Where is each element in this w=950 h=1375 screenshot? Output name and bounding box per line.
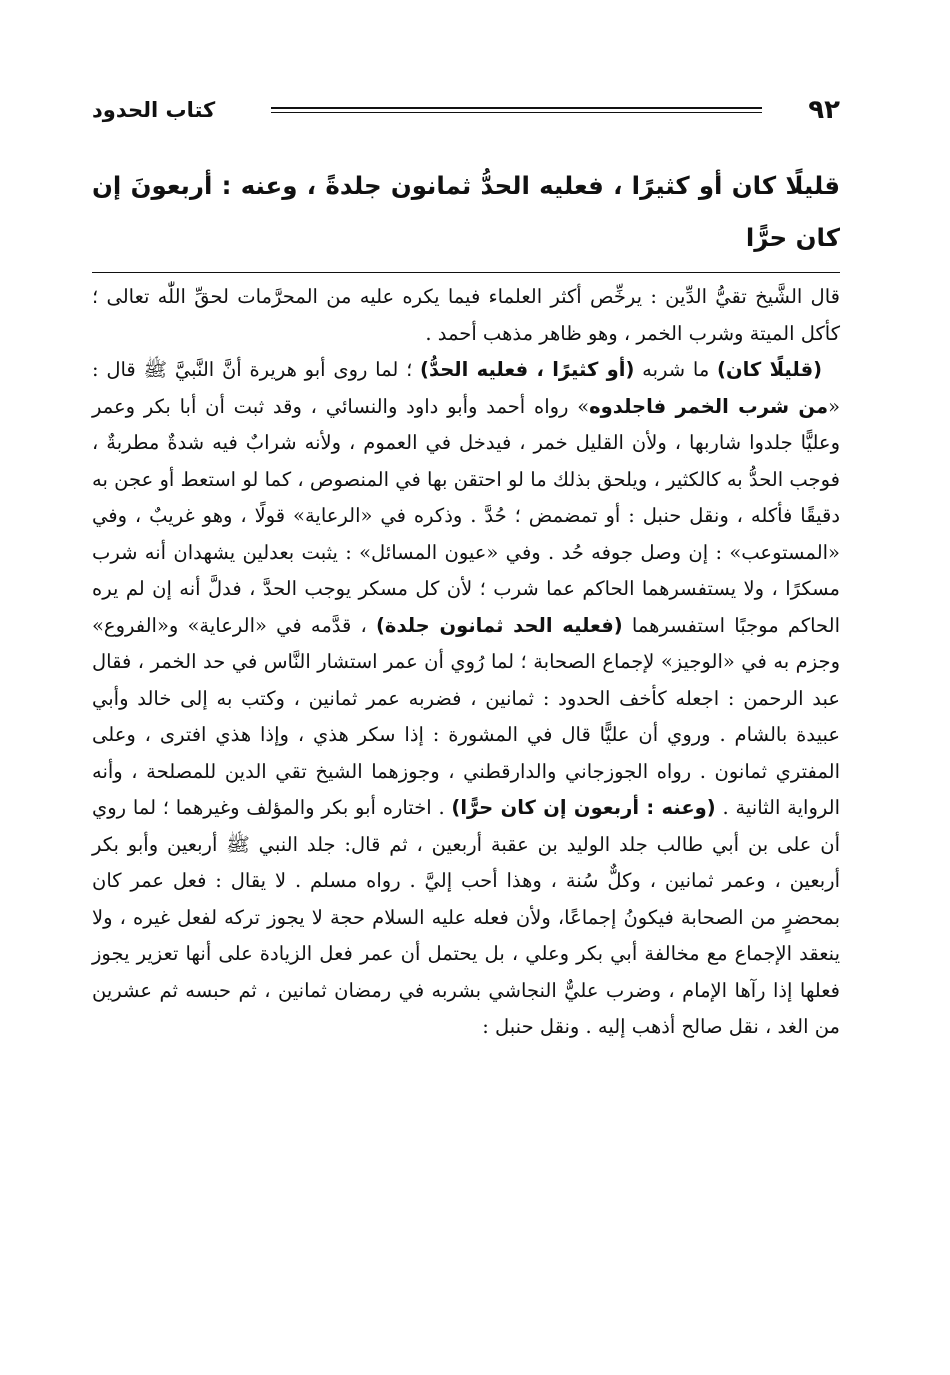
matn-separator-rule — [92, 272, 840, 273]
text-segment: » رواه أحمد وأبو داود والنسائي ، وقد ثبت أن أبا بكر وعمر وعليًّا جلدوا شاربها ، ولأن القليل خمر ، فيدخل في العموم ، ولأنه شرابٌ فيه شدةٌ مطربةٌ ، فوجب الحدُّ به كالكثير ، ويلحق بذلك ما لو احتقن بها في المنصوص ، كما لو استعط أو عجن به دقيقًا فأكله ، ونقل حنبل : أو تمضمض ؛ حُدَّ . وذكره في «الرعاية» قولًا ، وهو غريبٌ ، وفي «المستوعب» : إن وصل جوفه حُد . وفي «عيون المسائل» : يثبت بعدلين يشهدان أنه شرب مسكرًا ، ولا يستفسرهما الحاكم عما شرب ؛ لأن كل مسكر يوجب الحدَّ ، فدلَّ أنه إن لم يره الحاكم موجبًا استفسرهما — [92, 394, 840, 637]
page-header — [92, 90, 840, 130]
running-title: كتاب الحدود — [92, 98, 216, 122]
header-rule — [271, 107, 762, 113]
commentary-paragraph-2 — [92, 352, 840, 1046]
text-segment: ما شربه — [634, 358, 718, 381]
bold-segment: (وعنه : أربعون إن كان حرًّا) — [451, 796, 716, 819]
text-segment: ، قدَّمه في «الرعاية» و«الفروع» وجزم به في «الوجيز» لإجماع الصحابة ؛ لما رُوي أن عمر استشار النَّاس في حد الخمر ، فقال عبد الرحمن : اجعله كأخف الحدود : ثمانين ، فضربه عمر ثمانين ، وكتب به إلى خالد وأبي عبيدة بالشام . وروي أن عليًّا قال في المشورة : إذا سكر هذي ، وإذا هذي افترى ، وعلى المفتري ثمانون . رواه الجوزجاني والدارقطني ، وجوزهما الشيخ تقي الدين للمصلحة ، وأنه الرواية الثانية . — [92, 613, 841, 819]
text-segment: . اختاره أبو بكر والمؤلف وغيرهما ؛ لما روي أن على بن أبي طالب جلد الوليد بن عقبة أربعين ، ثم قال: جلد النبي ﷺ أربعين وأبو بكر أربعين ، وعمر ثمانين ، وكلٌّ سُنة ، وهذا أحب إليَّ . رواه مسلم . لا يقال : فعل عمر كان بمحضرٍ من الصحابة فيكونُ إجماعًا، ولأن فعله عليه السلام حجة لا يجوز تركه لفعل غيره ، ولا ينعقد الإجماع مع مخالفة أبي بكر وعلي ، بل يحتمل أن عمر فعل الزيادة على أنها تعزير يجوز فعلها إذا رآها الإمام ، وضرب عليٌّ النجاشي بشربه في رمضان ثمانين ، ثم حبسه ثم عشرين من الغد ، نقل صالح أذهب إليه . ونقل حنبل : — [92, 796, 840, 1038]
matn-text: قليلًا كان أو كثيرًا ، فعليه الحدُّ ثمانون جلدةً ، وعنه : أربعونَ إن كان حرًّا — [92, 171, 840, 252]
bold-segment: (فعليه الحد ثمانون جلدة) — [376, 613, 623, 637]
commentary — [92, 279, 840, 1046]
page-number: ٩٢ — [808, 95, 840, 125]
text-segment: ؛ لما روى أبو هريرة أنَّ النَّبيَّ ﷺ قال : « — [92, 358, 840, 418]
bold-segment: من شرب الخمر فاجلدوه — [589, 394, 829, 418]
bold-segment: (قليلًا كان) — [717, 358, 822, 381]
commentary-paragraph-1: قال الشَّيخ تقيُّ الدِّين : يرخِّص أكثر العلماء فيما يكره عليه من المحرَّمات لحقِّ اللّٰه تعالى ؛ كأكل الميتة وشرب الخمر ، وهو ظاهر مذهب أحمد . — [92, 285, 840, 345]
bold-segment: (أو كثيرًا ، فعليه الحدُّ) — [420, 358, 635, 381]
